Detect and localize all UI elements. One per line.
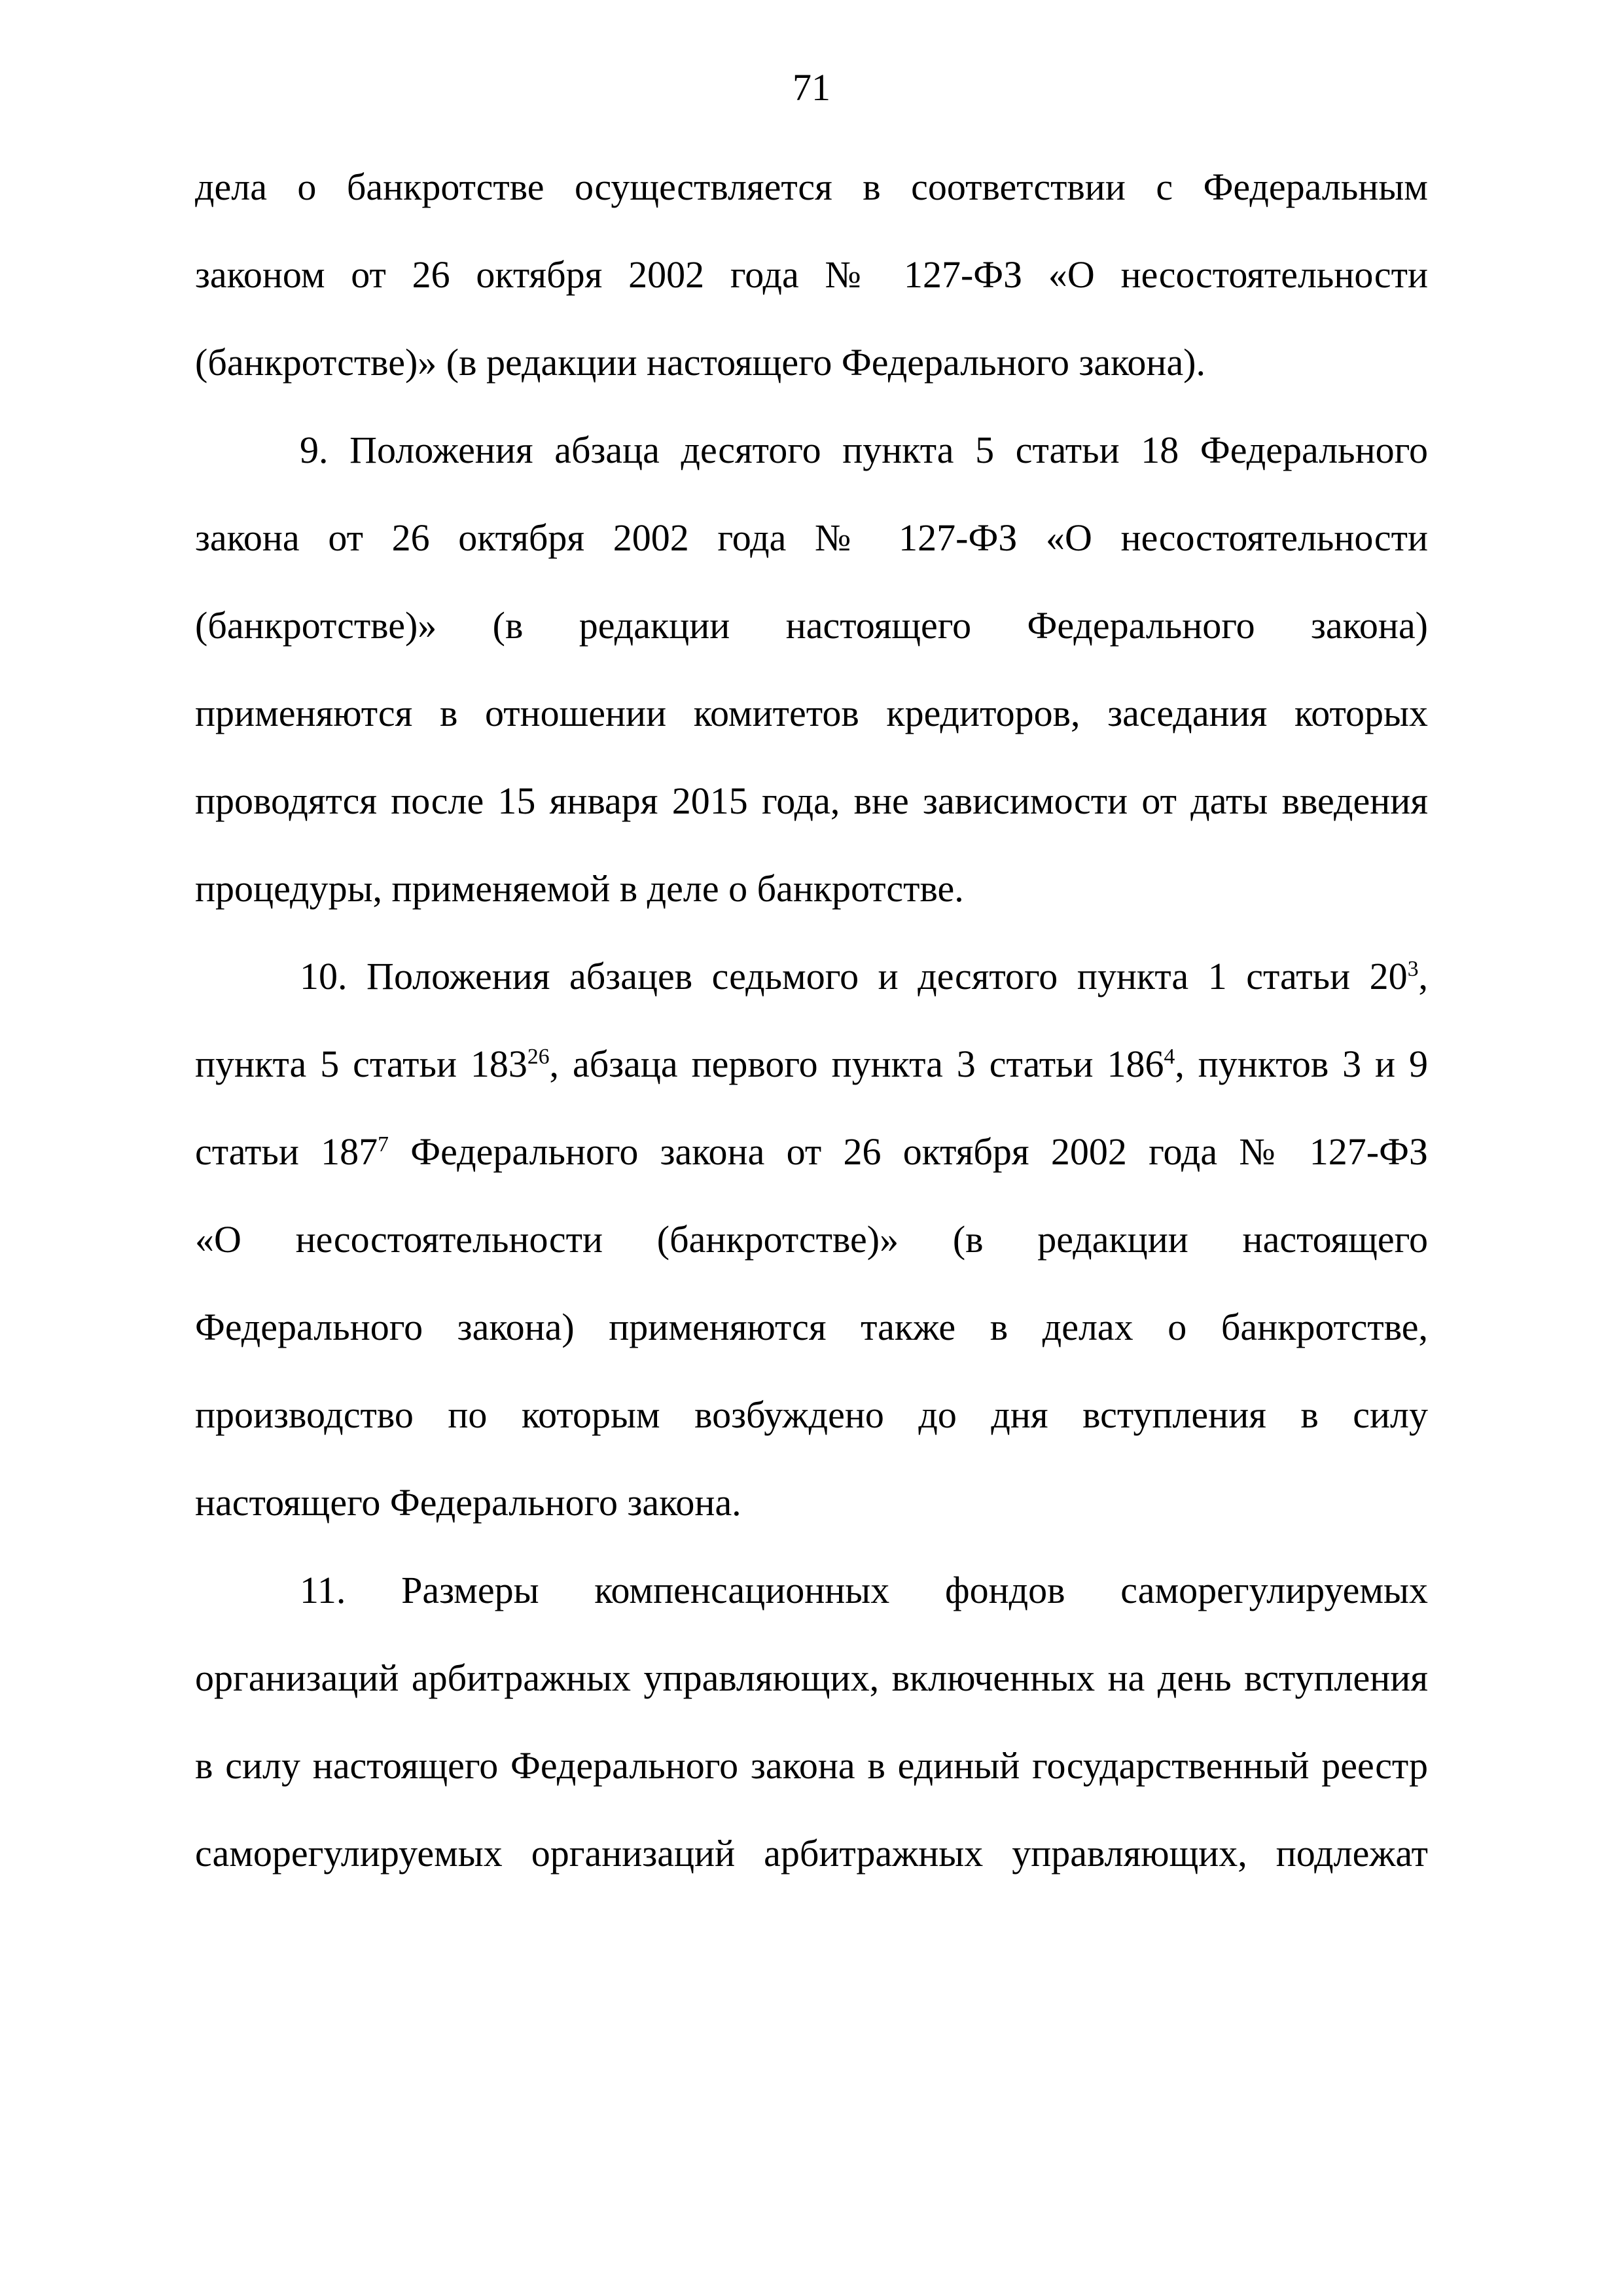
text-line — [195, 406, 1428, 494]
text-segment: (банкротстве)» (в редакции настоящего Федерального закона) — [195, 604, 1428, 647]
text-line — [195, 582, 1428, 670]
text-segment: настоящего Федерального закона. — [195, 1481, 741, 1524]
paragraph — [195, 1547, 1428, 1897]
text-line — [195, 143, 1428, 231]
text-segment: пункта 5 статьи 183 — [195, 1043, 527, 1085]
text-line — [195, 1459, 1428, 1547]
text-segment: , абзаца первого пункта 3 статьи 186 — [549, 1043, 1164, 1085]
text-segment: в силу настоящего Федерального закона в единый государственный реестр — [195, 1744, 1428, 1787]
text-line — [195, 231, 1428, 319]
text-line — [195, 670, 1428, 757]
superscript: 3 — [1407, 956, 1419, 981]
text-line — [195, 757, 1428, 845]
text-line — [195, 1283, 1428, 1371]
text-segment: производство по которым возбуждено до дня вступления в силу — [195, 1393, 1428, 1436]
text-line — [195, 1547, 1428, 1634]
text-line — [195, 1634, 1428, 1722]
text-segment: дела о банкротстве осуществляется в соответствии с Федеральным — [195, 166, 1428, 208]
text-line — [195, 1020, 1428, 1108]
text-line — [195, 494, 1428, 582]
paragraph — [195, 143, 1428, 406]
text-segment: 11. Размеры компенсационных фондов саморегулируемых — [300, 1569, 1428, 1611]
document-body — [195, 143, 1428, 1897]
text-segment: Федерального закона от 26 октября 2002 года № 127-ФЗ — [388, 1130, 1428, 1173]
text-line — [195, 1196, 1428, 1283]
text-line — [195, 1810, 1428, 1897]
text-line — [195, 933, 1428, 1020]
text-segment: организаций арбитражных управляющих, включенных на день вступления — [195, 1657, 1428, 1699]
paragraph — [195, 406, 1428, 933]
text-segment: проводятся после 15 января 2015 года, вне зависимости от даты введения — [195, 780, 1428, 822]
superscript: 7 — [378, 1132, 389, 1157]
paragraph — [195, 933, 1428, 1547]
text-line — [195, 1108, 1428, 1196]
text-segment: процедуры, применяемой в деле о банкротстве. — [195, 867, 964, 910]
text-segment: саморегулируемых организаций арбитражных управляющих, подлежат — [195, 1832, 1428, 1874]
page-number: 71 — [793, 66, 830, 109]
text-segment: закона от 26 октября 2002 года № 127-ФЗ «О несостоятельности — [195, 516, 1428, 559]
text-segment: , — [1418, 955, 1428, 997]
superscript: 26 — [527, 1044, 550, 1069]
text-segment: статьи 187 — [195, 1130, 378, 1173]
text-segment: «О несостоятельности (банкротстве)» (в редакции настоящего — [195, 1218, 1428, 1261]
text-line — [195, 319, 1428, 406]
text-segment: 10. Положения абзацев седьмого и десятого пункта 1 статьи 20 — [300, 955, 1408, 997]
text-segment: применяются в отношении комитетов кредиторов, заседания которых — [195, 692, 1428, 734]
text-line — [195, 845, 1428, 933]
superscript: 4 — [1164, 1044, 1175, 1069]
text-segment: законом от 26 октября 2002 года № 127-ФЗ «О несостоятельности — [195, 253, 1428, 296]
text-segment: 9. Положения абзаца десятого пункта 5 статьи 18 Федерального — [300, 429, 1428, 471]
text-segment: , пунктов 3 и 9 — [1175, 1043, 1428, 1085]
text-segment: (банкротстве)» (в редакции настоящего Федерального закона). — [195, 341, 1205, 384]
text-line — [195, 1722, 1428, 1810]
text-line — [195, 1371, 1428, 1459]
text-segment: Федерального закона) применяются также в делах о банкротстве, — [195, 1306, 1428, 1348]
